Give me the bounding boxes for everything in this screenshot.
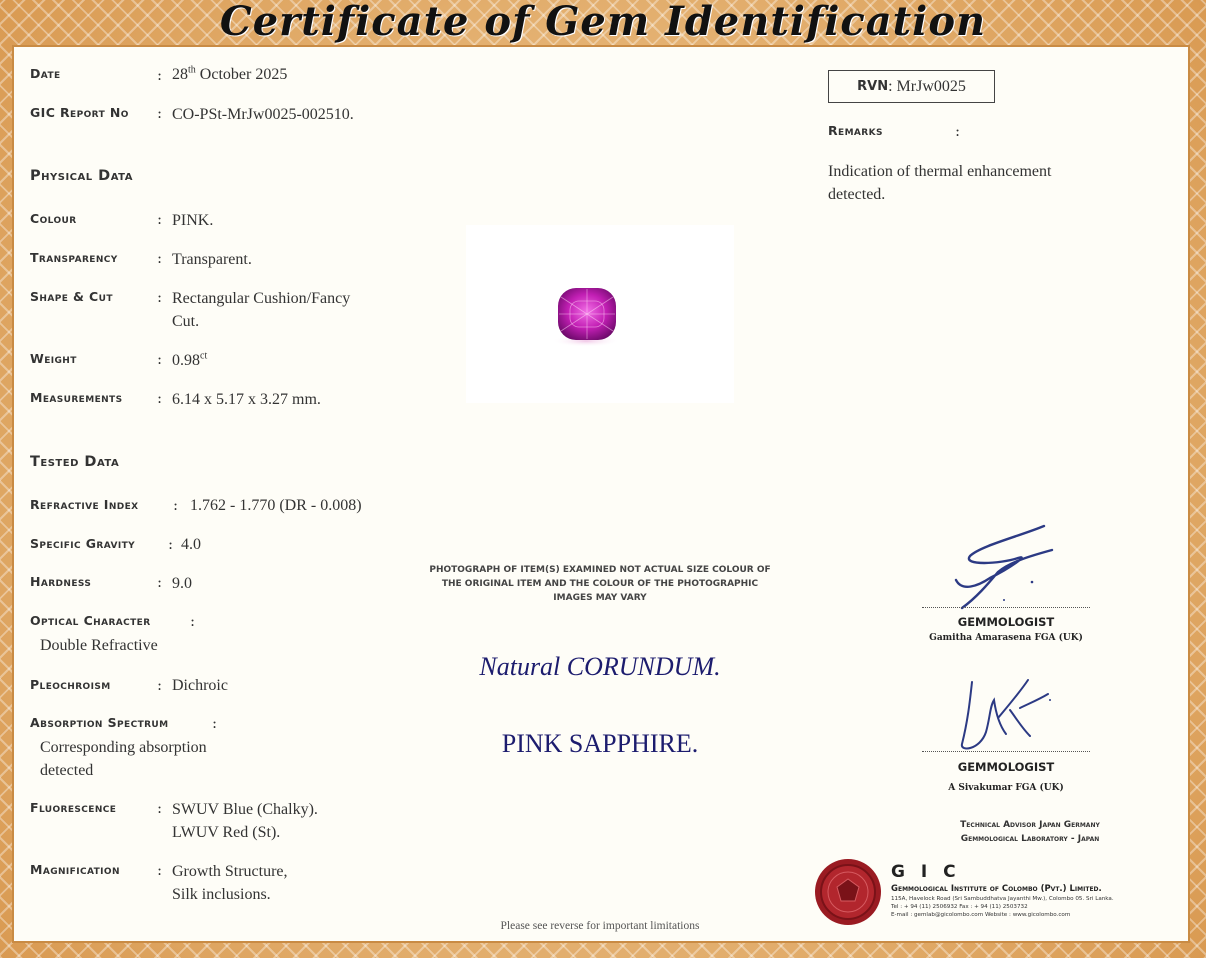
colon: : [157,573,163,591]
signature-1 [940,522,1070,612]
absorption-spectrum-label: Absorption Spectrum [30,715,169,730]
colon: : [212,714,218,732]
gic-phone-fax: Tel : + 94 (11) 2506932 Fax : + 94 (11) 2503732 [891,904,1028,910]
gic-seal-icon [813,857,883,927]
specific-gravity-value: 4.0 [181,536,201,553]
gic-contact [891,895,1114,919]
fluorescence-value [172,798,318,844]
colour-label: Colour [30,211,77,226]
physical-data-heading: Physical Data [30,168,133,184]
signature-2 [950,670,1060,756]
measurements-value: 6.14 x 5.17 x 3.27 mm. [172,391,321,408]
pleochroism-value: Dichroic [172,677,228,694]
tech-line1: Technical Advisor Japan Germany [960,820,1100,830]
weight-number: 0.98 [172,352,200,369]
magnification-label: Magnification [30,862,120,877]
colon: : [955,122,961,140]
gic-institute-name: Gemmological Institute of Colombo (Pvt.) Limited. [891,884,1102,894]
fluorescence-label: Fluorescence [30,800,117,815]
remarks-value [828,160,1051,206]
rvn-separator: : [888,77,897,95]
rvn-box [828,70,995,103]
gemmologist-2-title: GEMMOLOGIST [957,760,1055,774]
absorption-line2: detected [40,762,94,779]
colon: : [190,612,196,630]
colon: : [157,288,163,306]
gic-email-web: E-mail : gemlab@gicolombo.com Website : www.gicolombo.com [891,912,1071,918]
technical-advisor-note [880,818,1180,846]
shape-cut-value [172,287,350,333]
hardness-label: Hardness [30,574,92,589]
certificate-title: Certificate of Gem Identification [219,0,987,45]
colon: : [157,66,163,84]
report-no-value: CO-PSt-MrJw0025-002510. [172,106,354,123]
magnification-line1: Growth Structure, [172,863,288,880]
optical-character-value: Double Refractive [40,637,158,654]
notice-line2: THE ORIGINAL ITEM AND THE COLOUR OF THE PHOTOGRAPHIC [441,579,759,589]
fluorescence-line2: LWUV Red (St). [172,824,281,841]
fluorescence-line1: SWUV Blue (Chalky). [172,801,318,818]
measurements-label: Measurements [30,390,123,405]
absorption-spectrum-value [40,736,207,782]
pink-sapphire-image [466,225,734,403]
colon: : [157,104,163,122]
magnification-value [172,860,288,906]
colon: : [157,210,163,228]
date-label: Date [30,66,61,81]
hardness-value: 9.0 [172,575,192,592]
notice-line3: IMAGES MAY VARY [553,593,647,603]
colon: : [168,535,174,553]
remarks-line1: Indication of thermal enhancement [828,163,1052,180]
date-day-suffix: th [188,64,196,76]
gic-address: 115A, Havelock Road (Sri Sambuddhatva Jayanthi Mw.), Colombo 05. Sri Lanka. [891,896,1114,902]
colon: : [157,389,163,407]
gemmologist-1-name: Gamitha Amarasena FGA (UK) [929,633,1083,643]
gem-variety: PINK SAPPHIRE. [501,729,699,758]
colon: : [157,249,163,267]
colour-value: PINK. [172,212,214,229]
magnification-line2: Silk inclusions. [172,886,271,903]
notice-line1: PHOTOGRAPH OF ITEM(S) EXAMINED NOT ACTUAL SIZE COLOUR OF [429,565,771,575]
transparency-label: Transparency [30,250,118,265]
footer-limitations: Please see reverse for important limitations [500,920,700,932]
signature-line-2 [922,751,1090,752]
remarks-label: Remarks [828,123,883,138]
optical-character-label: Optical Character [30,613,151,628]
signature-line-1 [922,607,1090,608]
weight-value [172,349,207,372]
date-value [172,63,287,86]
colon: : [157,350,163,368]
refractive-index-value: 1.762 - 1.770 (DR - 0.008) [190,497,362,514]
refractive-index-label: Refractive Index [30,497,139,512]
gem-photo [466,225,734,403]
specific-gravity-label: Specific Gravity [30,536,136,551]
colon: : [173,496,179,514]
shape-cut-label: Shape & Cut [30,289,113,304]
shape-cut-line2: Cut. [172,313,200,330]
tech-line2: Gemmological Laboratory - Japan [960,834,1100,844]
transparency-value: Transparent. [172,251,252,268]
report-no-label: GIC Report No [30,105,129,120]
weight-unit: ct [200,350,208,362]
tested-data-heading: Tested Data [30,454,120,470]
weight-label: Weight [30,351,77,366]
absorption-line1: Corresponding absorption [40,739,207,756]
date-month-year: October 2025 [199,66,288,83]
rvn-value: MrJw0025 [896,77,966,95]
shape-cut-line1: Rectangular Cushion/Fancy [172,290,351,307]
colon: : [157,799,163,817]
remarks-line2: detected. [828,186,886,203]
gemmologist-2-name: A Sivakumar FGA (UK) [948,783,1064,793]
gic-abbreviation: G I C [891,862,961,882]
colon: : [157,861,163,879]
gem-species: Natural CORUNDUM. [479,652,721,681]
gemmologist-1-title: GEMMOLOGIST [957,615,1055,629]
rvn-label: RVN [857,79,889,94]
pleochroism-label: Pleochroism [30,677,111,692]
date-day: 28 [172,66,188,83]
photo-notice [400,563,800,605]
colon: : [157,676,163,694]
